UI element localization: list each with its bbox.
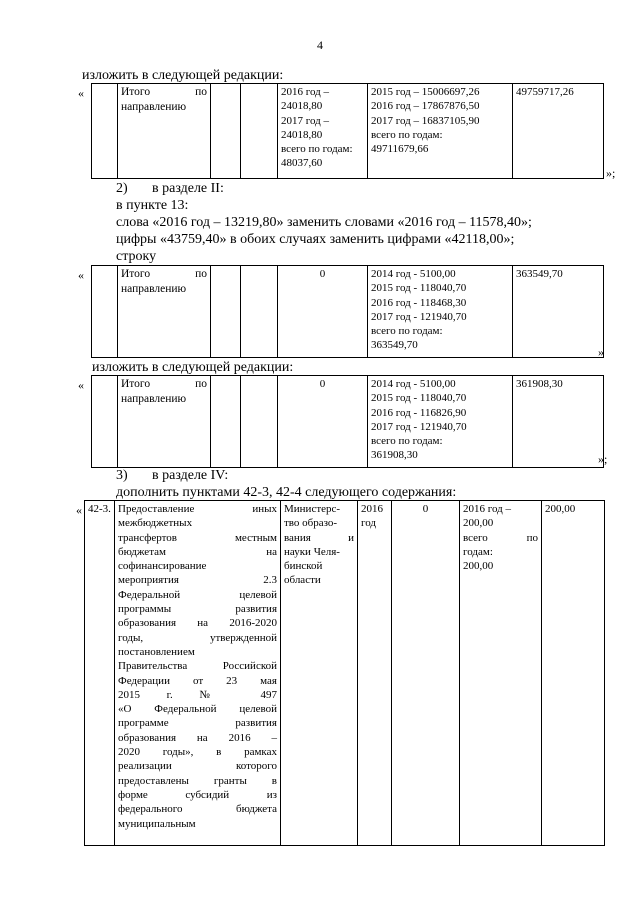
replace-digits: цифры «43759,40» в обоих случаях заменить цифрами «42118,00»; xyxy=(116,232,515,247)
desc-line: Правительства Российской xyxy=(118,660,277,673)
desc-line: реализации которого xyxy=(118,760,277,773)
cell-line: 2016 год - 116826,90 xyxy=(371,406,467,419)
row-label: Итого по xyxy=(121,268,207,280)
table-item-42-3 xyxy=(84,500,605,846)
table-cell xyxy=(92,376,118,468)
table-itogo-1 xyxy=(91,83,604,179)
funding-line: всего по xyxy=(463,531,538,544)
replace-words: слова «2016 год – 13219,80» заменить словами «2016 год – 11578,40»; xyxy=(116,215,532,230)
table-cell xyxy=(368,266,513,358)
table-cell: 361908,30 xyxy=(513,376,604,468)
item-number: 42-3. xyxy=(85,501,115,846)
cell-line: 48037,60 xyxy=(281,157,323,170)
table-cell: 0 xyxy=(278,266,368,358)
desc-line: бюджетам на xyxy=(118,545,277,558)
section-3-item: 3) xyxy=(116,468,128,483)
funding-cell xyxy=(460,501,542,846)
ministry-line: Министерс- xyxy=(284,503,341,515)
desc-line: 2015 г. № 497 xyxy=(118,688,277,701)
desc-line: муниципальным xyxy=(118,817,196,830)
cell-line: 361908,30 xyxy=(371,449,418,462)
cell-line: всего по годам: xyxy=(371,128,443,141)
year-cell xyxy=(358,501,392,846)
cell-line: 2014 год - 5100,00 xyxy=(371,268,456,280)
open-quote-3: « xyxy=(78,378,84,392)
desc-line: федерального бюджета xyxy=(118,803,277,816)
open-quote-2: « xyxy=(78,268,84,282)
table-cell xyxy=(368,84,513,179)
year-line: год xyxy=(361,517,377,530)
item-description xyxy=(115,501,281,846)
section-2-item: 2) xyxy=(116,181,128,196)
table-cell xyxy=(118,84,211,179)
desc-line: Федерации от 23 мая xyxy=(118,674,277,687)
zero-cell: 0 xyxy=(392,501,460,846)
cell-line: всего по годам: xyxy=(371,325,443,338)
cell-line: 49711679,66 xyxy=(371,143,429,156)
table-cell xyxy=(211,84,241,179)
ministry-line: вания и xyxy=(284,531,354,544)
row-word: строку xyxy=(116,249,157,264)
ministry-line: тво образо- xyxy=(284,517,338,530)
ministry-cell xyxy=(281,501,358,846)
cell-line: 2016 год - 118468,30 xyxy=(371,296,467,309)
year-line: 2016 xyxy=(361,503,383,515)
table-cell xyxy=(278,84,368,179)
funding-line: 200,00 xyxy=(463,560,494,573)
table-cell xyxy=(118,266,211,358)
desc-line: Предоставление иных xyxy=(118,503,277,515)
row-label: направлению xyxy=(121,282,187,295)
desc-line: форме субсидий из xyxy=(118,788,277,801)
cell-line: 2017 год – xyxy=(281,114,330,127)
row-label: Итого по xyxy=(121,86,207,98)
funding-line: годам: xyxy=(463,545,493,558)
desc-line: годы, утвержденной xyxy=(118,631,277,644)
table-cell xyxy=(241,266,278,358)
desc-line: межбюджетных xyxy=(118,517,193,530)
cell-line: 2014 год - 5100,00 xyxy=(371,378,456,390)
cell-line: всего по годам: xyxy=(281,143,353,156)
close-quote-1: »; xyxy=(606,166,616,180)
cell-line: 2016 год – xyxy=(281,86,330,98)
desc-line: софинансирование xyxy=(118,560,207,573)
table-cell xyxy=(211,266,241,358)
table-cell xyxy=(368,376,513,468)
desc-line: «О Федеральной целевой xyxy=(118,703,277,716)
cell-line: 2015 год – 15006697,26 xyxy=(371,86,480,98)
desc-line: трансфертов местным xyxy=(118,531,277,544)
cell-line: 2017 год - 121940,70 xyxy=(371,420,467,433)
row-label: направлению xyxy=(121,100,187,113)
paragraph-13: в пункте 13: xyxy=(116,198,189,213)
table-cell xyxy=(211,376,241,468)
table-cell: 363549,70 xyxy=(513,266,604,358)
add-items-text: дополнить пунктами 42-3, 42-4 следующего содержания: xyxy=(116,485,457,500)
table-cell: 49759717,26 xyxy=(513,84,604,179)
cell-line: 2017 год – 16837105,90 xyxy=(371,114,480,127)
table-itogo-2 xyxy=(91,265,604,358)
desc-line: образования на 2016 – xyxy=(118,731,277,744)
table-cell xyxy=(118,376,211,468)
close-quote-3: »; xyxy=(598,452,608,466)
cell-line: 2015 год - 118040,70 xyxy=(371,282,467,295)
cell-line: 2016 год – 17867876,50 xyxy=(371,100,480,113)
funding-line: 2016 год – xyxy=(463,503,512,515)
cell-line: 24018,80 xyxy=(281,100,323,113)
page-number: 4 xyxy=(317,38,323,52)
desc-line: 2020 годы», в рамках xyxy=(118,746,277,759)
funding-line: 200,00 xyxy=(463,517,494,530)
table-cell xyxy=(241,84,278,179)
desc-line: постановлением xyxy=(118,645,195,658)
table-cell xyxy=(92,266,118,358)
total-cell: 200,00 xyxy=(542,501,605,846)
ministry-line: области xyxy=(284,574,321,587)
ministry-line: науки Челя- xyxy=(284,545,340,558)
section-3-heading: в разделе IV: xyxy=(152,468,229,483)
open-quote-4: « xyxy=(76,503,82,517)
desc-line: Федеральной целевой xyxy=(118,588,277,601)
table-cell: 0 xyxy=(278,376,368,468)
row-label: Итого по xyxy=(121,378,207,390)
desc-line: программы развития xyxy=(118,603,277,616)
intro-text-1: изложить в следующей редакции: xyxy=(82,68,284,83)
cell-line: 363549,70 xyxy=(371,339,418,352)
table-itogo-3 xyxy=(91,375,604,468)
cell-line: 2015 год - 118040,70 xyxy=(371,392,467,405)
section-2-heading: в разделе II: xyxy=(152,181,224,196)
cell-line: 2017 год - 121940,70 xyxy=(371,310,467,323)
cell-line: 24018,80 xyxy=(281,128,323,141)
table-cell xyxy=(92,84,118,179)
cell-line: всего по годам: xyxy=(371,435,443,448)
desc-line: образования на 2016-2020 xyxy=(118,617,277,630)
intro-text-2: изложить в следующей редакции: xyxy=(92,360,294,375)
table-cell xyxy=(241,376,278,468)
desc-line: предоставлены гранты в xyxy=(118,774,277,787)
close-quote-2: » xyxy=(598,345,604,359)
desc-line: мероприятия 2.3 xyxy=(118,574,277,587)
desc-line: программе развития xyxy=(118,717,277,730)
row-label: направлению xyxy=(121,392,187,405)
ministry-line: бинской xyxy=(284,560,323,573)
open-quote-1: « xyxy=(78,86,84,100)
